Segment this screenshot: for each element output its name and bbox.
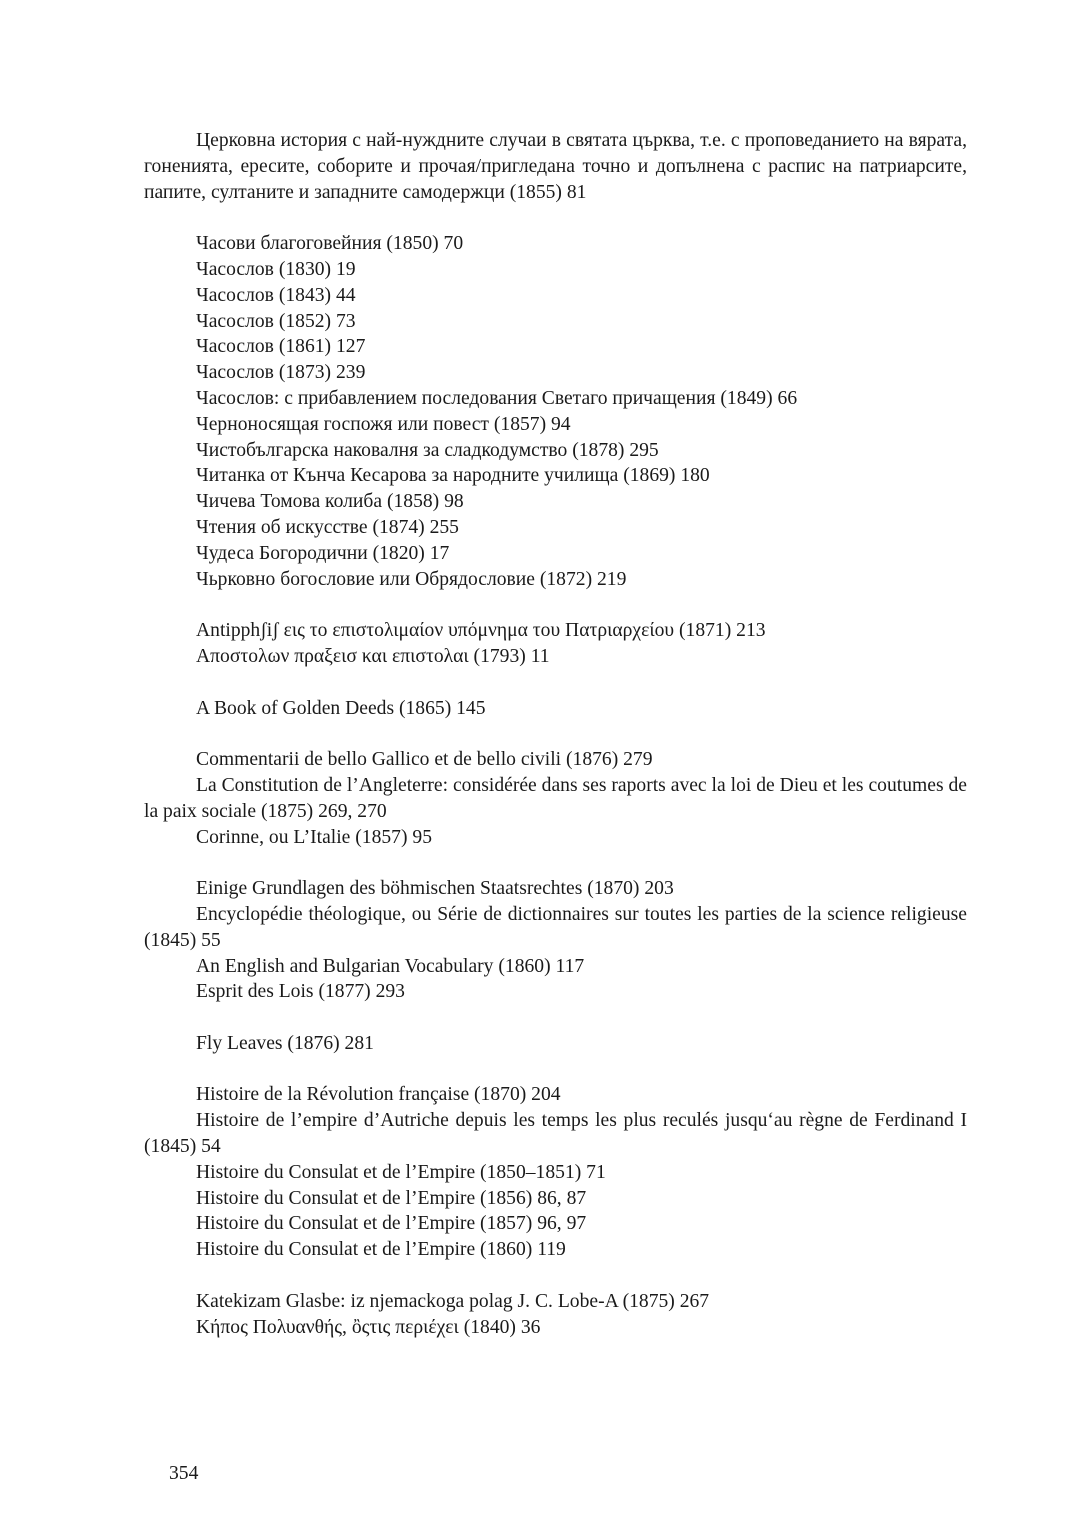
index-entry: Часослов: с прибавлением последования Светаго причащения (1849) 66	[196, 387, 798, 409]
index-entry: Fly Leaves (1876) 281	[196, 1032, 374, 1054]
index-entry: Чудеса Богородични (1820) 17	[196, 542, 450, 564]
index-entry: Чистобългарска наковалня за сладкодумство (1878) 295	[196, 439, 659, 461]
index-group-greek-a	[144, 618, 967, 670]
index-entry: Чичева Томова колиба (1858) 98	[196, 491, 464, 513]
index-group-c-latin	[144, 747, 967, 850]
index-entry: Histoire du Consulat et de l’Empire (1856) 86, 87	[196, 1187, 587, 1209]
page-number: 354	[169, 1463, 199, 1484]
index-entry: Commentarii de bello Gallico et de bello civili (1876) 279	[196, 749, 653, 771]
index-entry: Часослов (1852) 73	[196, 310, 356, 332]
index-entry: Histoire du Consulat et de l’Empire (1860) 119	[196, 1239, 566, 1261]
index-entry: Einige Grundlagen des böhmischen Staatsrechtes (1870) 203	[196, 878, 674, 900]
index-entry: Часови благоговейния (1850) 70	[196, 233, 464, 255]
index-group-ch	[144, 231, 967, 592]
index-entry: Часослов (1843) 44	[196, 284, 356, 306]
index-entry: A Book of Golden Deeds (1865) 145	[196, 697, 486, 719]
index-entry: Чтения об искусстве (1874) 255	[196, 516, 459, 538]
index-entry: Черноносящая госпожя или повест (1857) 94	[196, 413, 571, 435]
index-entry: Encyclopédie théologique, ou Série de dictionnaires sur toutes les parties de la science religieuse (1845) 55	[144, 903, 967, 951]
index-entry: Corinne, ou L’Italie (1857) 95	[196, 826, 432, 848]
index-entry: Κήπος Πολυανθής, ὂςτις περιέχει (1840) 36	[196, 1316, 541, 1338]
index-group-b	[144, 696, 967, 722]
index-entry: Histoire de l’empire d’Autriche depuis les temps les plus reculés jusqu‘au règne de Ferdinand I (1845) 54	[144, 1110, 967, 1158]
index-entry: Церковна история с най-нуждните случаи в святата църква, т.е. с проповеданието на вярата, гоненията, ересите, соборите и прочая/пригледана точно и допълнена с распис на патриарсите, папите, султаните и западните самодержци (1855) 81	[144, 130, 967, 203]
index-group-k	[144, 1289, 967, 1341]
index-entry: Antipphʃiʃ εις το επιστολιμαίον υπόμνημα του Πατριαρχείου (1871) 213	[196, 620, 766, 642]
index-entry: Histoire du Consulat et de l’Empire (1850–1851) 71	[196, 1161, 606, 1183]
index-page-body	[144, 128, 967, 1366]
index-entry: Часослов (1873) 239	[196, 362, 366, 384]
index-entry: Αποστολων πραξεισ και επιστολαι (1793) 11	[196, 645, 550, 667]
index-group-f	[144, 1031, 967, 1057]
index-group-c	[144, 128, 967, 205]
index-group-h	[144, 1082, 967, 1263]
index-entry: Читанка от Кънча Кесарова за народните училища (1869) 180	[196, 465, 710, 487]
index-entry: An English and Bulgarian Vocabulary (1860) 117	[196, 955, 585, 977]
index-entry: Histoire de la Révolution française (1870) 204	[196, 1084, 561, 1106]
index-entry: Esprit des Lois (1877) 293	[196, 981, 405, 1003]
index-entry: Чьрковно богословие или Обрядословие (1872) 219	[196, 568, 627, 590]
index-group-e	[144, 876, 967, 1005]
index-entry: Histoire du Consulat et de l’Empire (1857) 96, 97	[196, 1213, 587, 1235]
index-entry: Часослов (1861) 127	[196, 336, 366, 358]
index-entry: La Constitution de l’Angleterre: considérée dans ses raports avec la loi de Dieu et les coutumes de la paix sociale (1875) 269, 270	[144, 774, 967, 822]
index-entry: Часослов (1830) 19	[196, 258, 356, 280]
index-entry: Katekizam Glasbe: iz njemackoga polag J. C. Lobe-A (1875) 267	[196, 1290, 710, 1312]
